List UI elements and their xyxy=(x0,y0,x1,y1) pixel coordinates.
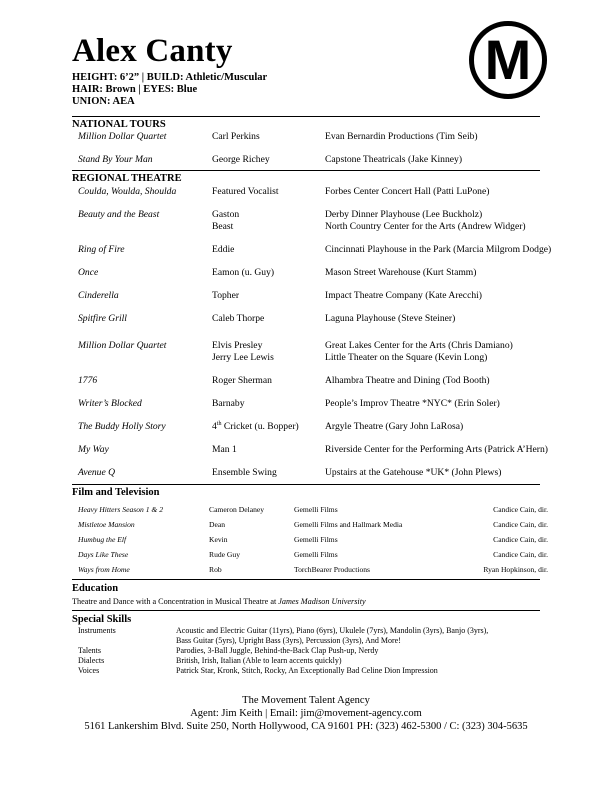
credit-role: Topher xyxy=(212,290,240,301)
credit-venue: Cincinnati Playhouse in the Park (Marcia Milgrom Dodge) xyxy=(325,244,552,255)
credit-show: Spitfire Grill xyxy=(78,313,127,324)
special-skills-heading: Special Skills xyxy=(72,614,132,625)
agency-agent: Agent: Jim Keith | Email: jim@movement-agency.com xyxy=(190,708,422,719)
credit-role: George Richey xyxy=(212,154,270,165)
credit-role xyxy=(212,209,239,232)
credit-role-line: Elvis Presley xyxy=(212,340,263,351)
credit-show: Once xyxy=(78,267,99,278)
film-company: Gemelli Films xyxy=(294,550,338,559)
film-title: Mistletoe Mansion xyxy=(78,520,135,529)
credit-role-line: Jerry Lee Lewis xyxy=(212,351,274,363)
circle-m-logo-icon xyxy=(468,20,548,100)
credit-venue-line: Great Lakes Center for the Arts (Chris Damiano) xyxy=(325,340,513,351)
credit-venue: Laguna Playhouse (Steve Steiner) xyxy=(325,313,456,324)
film-company: TorchBearer Productions xyxy=(294,565,371,574)
credit-venue: Argyle Theatre (Gary John LaRosa) xyxy=(325,421,464,432)
credit-role: Barnaby xyxy=(212,398,245,409)
credit-show: Cinderella xyxy=(78,290,119,301)
credit-role: Man 1 xyxy=(212,444,237,455)
film-role: Rude Guy xyxy=(209,550,241,559)
film-company: Gemelli Films and Hallmark Media xyxy=(294,520,403,529)
hair-eyes: HAIR: Brown | EYES: Blue xyxy=(72,84,198,95)
credit-show: Avenue Q xyxy=(78,467,116,478)
ordinal-suffix: th xyxy=(216,420,222,427)
divider xyxy=(72,484,540,485)
film-title: Days Like These xyxy=(78,550,129,559)
credit-venue: Capstone Theatricals (Jake Kinney) xyxy=(325,154,463,165)
actor-stats xyxy=(72,72,267,108)
credit-role: Eddie xyxy=(212,244,235,255)
film-tv-heading: Film and Television xyxy=(72,487,160,498)
credit-venue: Mason Street Warehouse (Kurt Stamm) xyxy=(325,267,477,278)
credit-role xyxy=(212,421,299,433)
credit-venue: Evan Bernardin Productions (Tim Seib) xyxy=(325,131,478,142)
credit-role: Featured Vocalist xyxy=(212,186,279,197)
film-director: Ryan Hopkinson, dir. xyxy=(483,565,548,574)
film-role: Rob xyxy=(209,565,222,574)
credit-venue-line: Derby Dinner Playhouse (Lee Buckholz) xyxy=(325,209,483,220)
agency-address: 5161 Lankershim Blvd. Suite 250, North Hollywood, CA 91601 PH: (323) 462-5300 / C: (323) 304-5635 xyxy=(84,721,528,732)
film-director: Candice Cain, dir. xyxy=(493,550,548,559)
education-degree: Theatre and Dance with a Concentration in Musical Theatre at xyxy=(72,597,279,606)
credit-venue: Alhambra Theatre and Dining (Tod Booth) xyxy=(325,375,490,386)
height-build: HEIGHT: 6’2” | BUILD: Athletic/Muscular xyxy=(72,72,268,83)
divider xyxy=(72,170,540,171)
credit-venue-line: Little Theater on the Square (Kevin Long) xyxy=(325,351,488,363)
skill-value: British, Irish, Italian (Able to learn accents quickly) xyxy=(176,656,342,665)
credit-venue: Impact Theatre Company (Kate Arecchi) xyxy=(325,290,482,301)
regional-theatre-heading: REGIONAL THEATRE xyxy=(72,173,182,184)
film-role: Cameron Delaney xyxy=(209,505,265,514)
credit-role-line: Gaston xyxy=(212,209,240,220)
skill-label: Instruments xyxy=(78,626,116,635)
credit-show: Million Dollar Quartet xyxy=(78,340,167,351)
credit-venue: People’s Improv Theatre *NYC* (Erin Soler) xyxy=(325,398,500,409)
credit-show: The Buddy Holly Story xyxy=(78,421,166,432)
credit-role: Caleb Thorpe xyxy=(212,313,265,324)
film-company: Gemelli Films xyxy=(294,535,338,544)
film-director: Candice Cain, dir. xyxy=(493,520,548,529)
skill-value: Parodies, 3-Ball Juggle, Behind-the-Back Clap Push-up, Nerdy xyxy=(176,646,379,655)
credit-role: Carl Perkins xyxy=(212,131,260,142)
film-director: Candice Cain, dir. xyxy=(493,535,548,544)
credit-role: Eamon (u. Guy) xyxy=(212,267,275,278)
union: UNION: AEA xyxy=(72,96,135,107)
credit-venue xyxy=(325,340,513,363)
credit-role: Ensemble Swing xyxy=(212,467,277,478)
credit-show: Ring of Fire xyxy=(78,244,125,255)
skill-label: Dialects xyxy=(78,656,105,665)
credit-role: Roger Sherman xyxy=(212,375,272,386)
skill-value: Patrick Star, Kronk, Stitch, Rocky, An Exceptionally Bad Celine Dion Impression xyxy=(176,666,438,675)
credit-venue-line: North Country Center for the Arts (Andrew Widger) xyxy=(325,220,526,232)
film-director: Candice Cain, dir. xyxy=(493,505,548,514)
agency-name: The Movement Talent Agency xyxy=(242,695,370,706)
education-entry xyxy=(72,597,366,606)
credit-show: Beauty and the Beast xyxy=(78,209,160,220)
divider xyxy=(72,116,540,117)
credit-venue: Forbes Center Concert Hall (Patti LuPone) xyxy=(325,186,490,197)
skill-label: Talents xyxy=(78,646,101,655)
divider xyxy=(72,610,540,611)
skill-line: Bass Guitar (5yrs), Upright Bass (3yrs), Percussion (3yrs), And More! xyxy=(176,636,401,645)
film-role: Dean xyxy=(209,520,226,529)
skill-label: Voices xyxy=(78,666,100,675)
film-title: Ways from Home xyxy=(78,565,130,574)
film-title: Heavy Hitters Season 1 & 2 xyxy=(78,505,163,514)
divider xyxy=(72,579,540,580)
credit-role-line: Beast xyxy=(212,220,234,232)
credit-role xyxy=(212,340,274,363)
actor-name: Alex Canty xyxy=(72,33,233,69)
credit-venue xyxy=(325,209,526,232)
national-tours-heading: NATIONAL TOURS xyxy=(72,119,166,130)
credit-show: My Way xyxy=(78,444,109,455)
logo-letter: M xyxy=(484,28,532,91)
credit-role-text: Cricket (u. Bopper) xyxy=(221,421,299,432)
credit-role-number: 4 xyxy=(212,421,217,432)
education-school: James Madison University xyxy=(278,597,366,606)
skill-value xyxy=(176,626,488,646)
credit-show: Coulda, Woulda, Shoulda xyxy=(78,186,177,197)
film-role: Kevin xyxy=(209,535,228,544)
credit-show: Million Dollar Quartet xyxy=(78,131,167,142)
education-heading: Education xyxy=(72,583,119,594)
agency-footer xyxy=(56,694,556,733)
film-company: Gemelli Films xyxy=(294,505,338,514)
skill-line: Acoustic and Electric Guitar (11yrs), Piano (6yrs), Ukulele (7yrs), Mandolin (3yrs), Banjo (3yrs), xyxy=(176,626,489,635)
credit-show: Writer’s Blocked xyxy=(78,398,142,409)
film-title: Humbug the Elf xyxy=(78,535,127,544)
credit-show: 1776 xyxy=(78,375,98,386)
credit-venue: Upstairs at the Gatehouse *UK* (John Plews) xyxy=(325,467,502,478)
credit-venue: Riverside Center for the Performing Arts (Patrick A’Hern) xyxy=(325,444,548,455)
credit-show: Stand By Your Man xyxy=(78,154,153,165)
